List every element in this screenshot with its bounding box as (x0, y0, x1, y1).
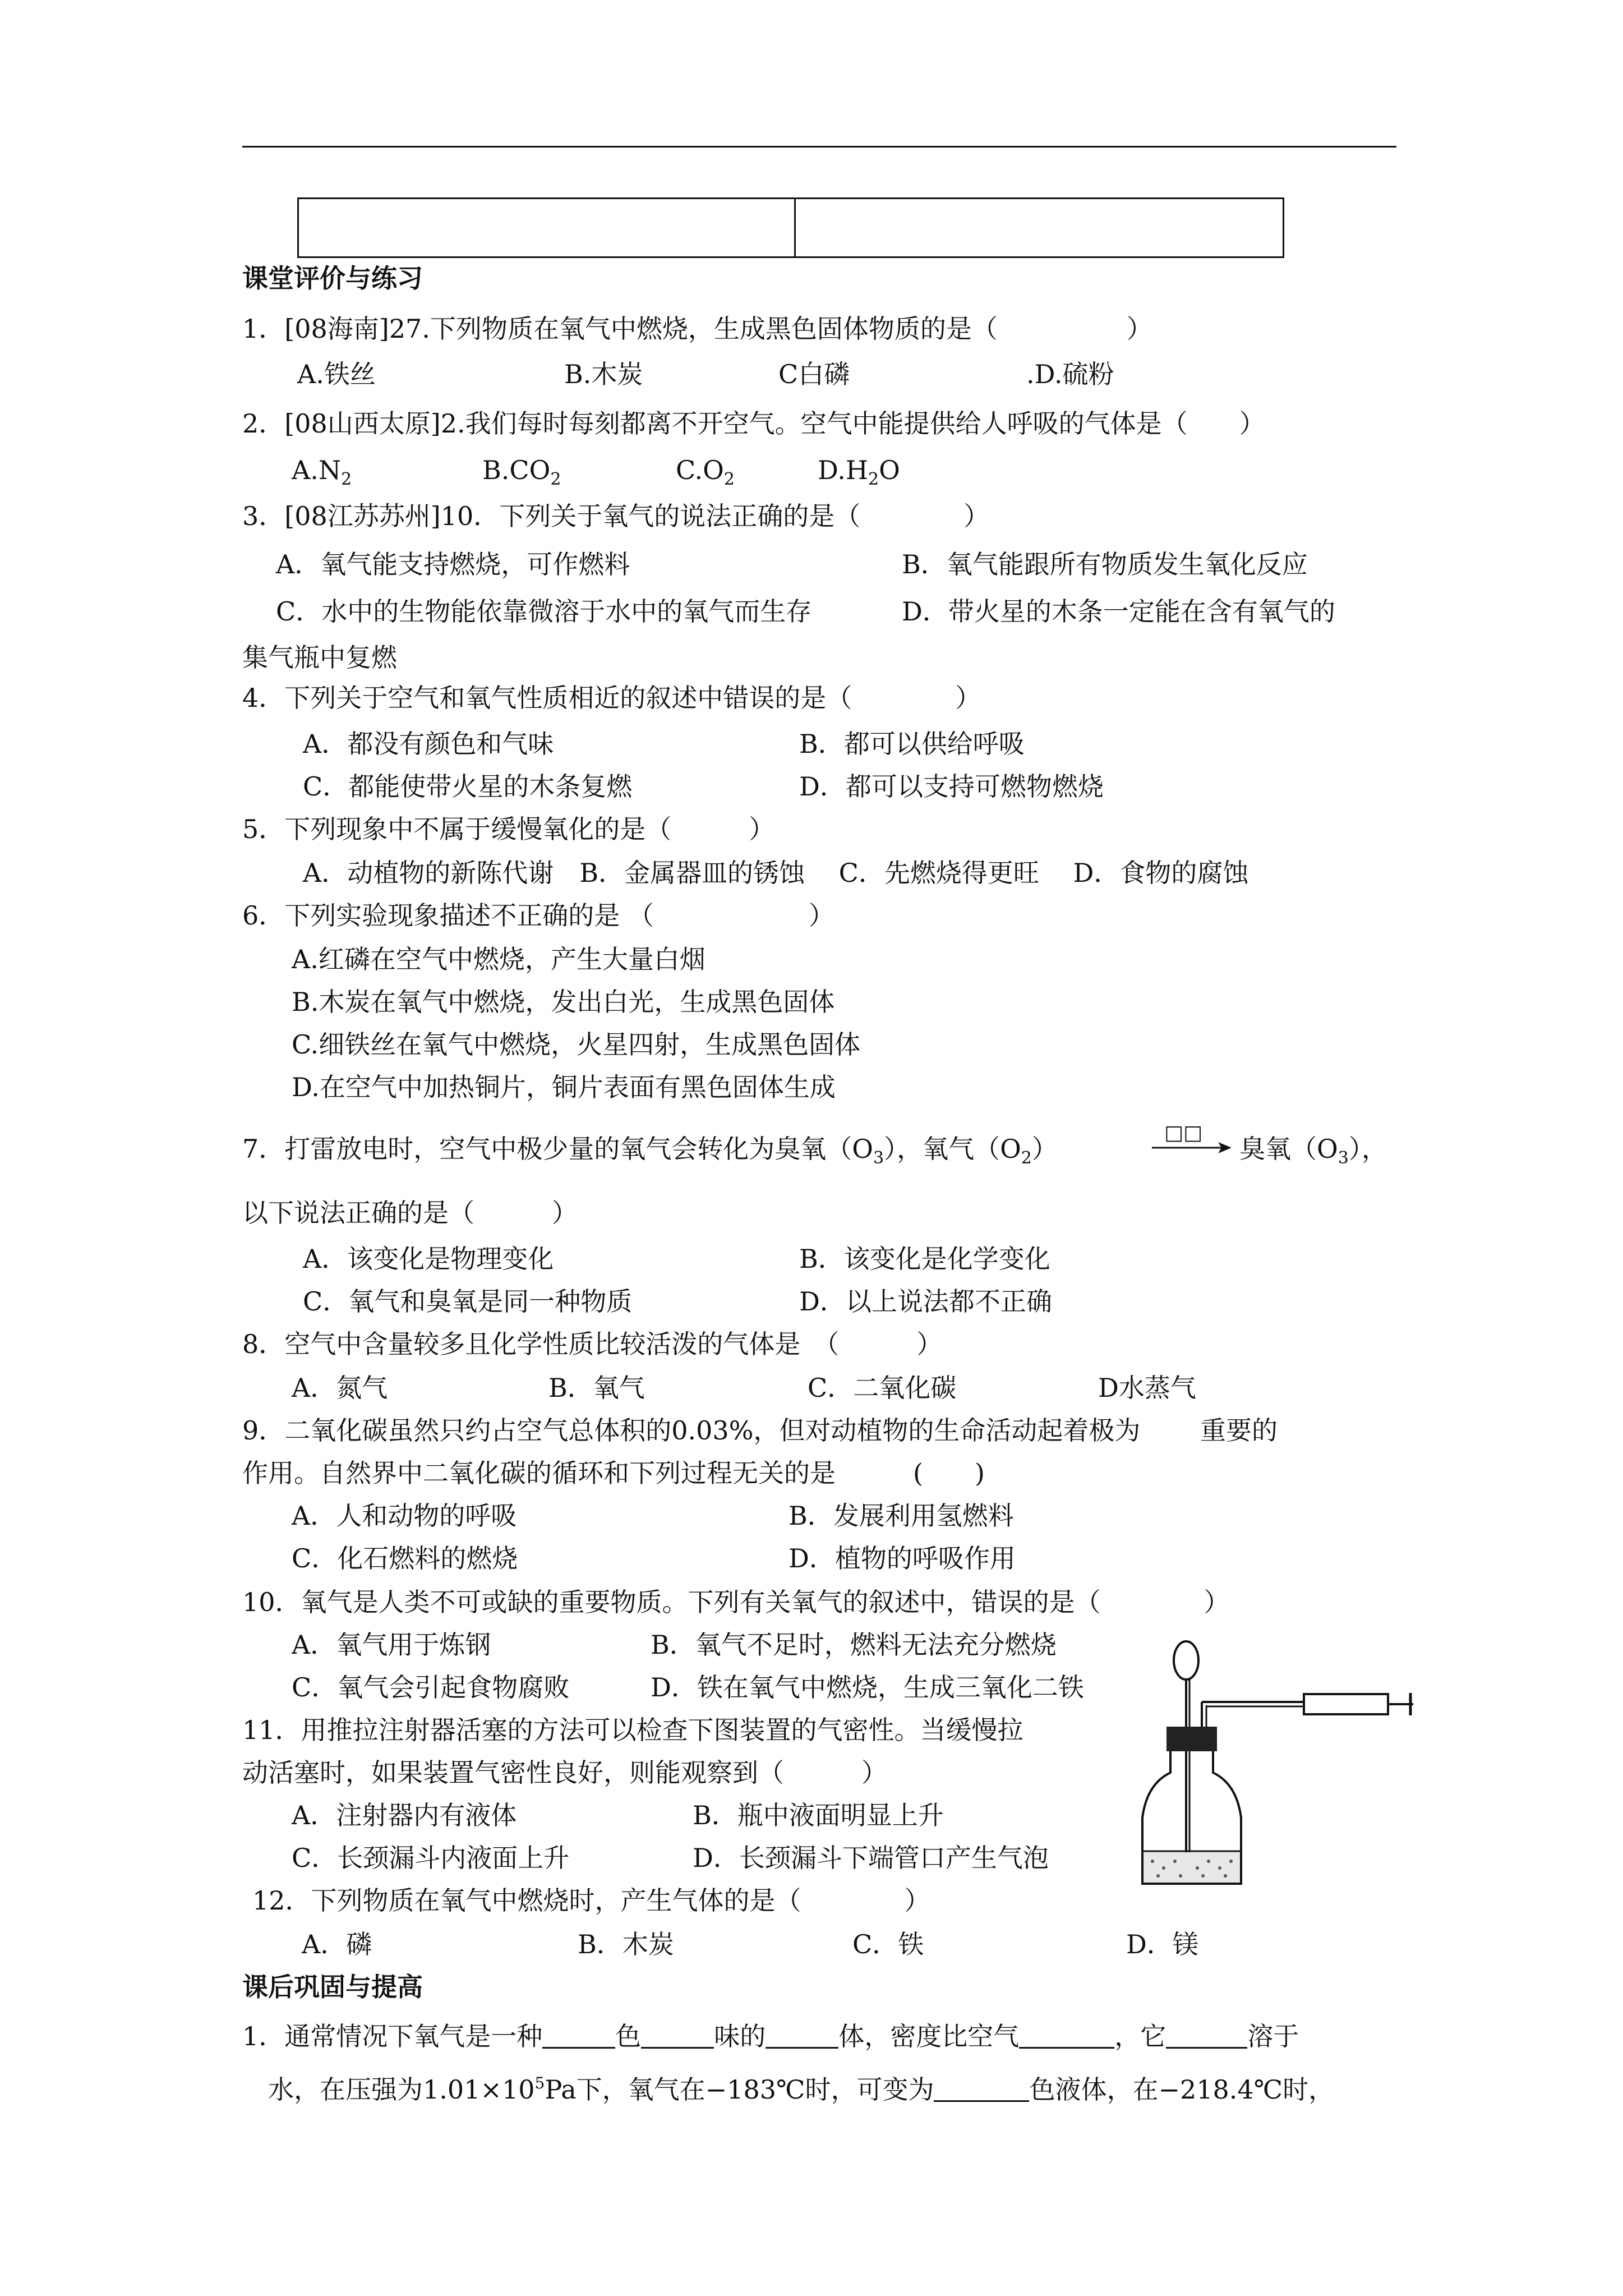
q12-option-b: B．木炭 (578, 1929, 674, 1959)
empty-table (297, 197, 1284, 258)
fill1-line1: 1．通常情况下氧气是一种 色 味的 体，密度比空气 ，它 溶于 (242, 2021, 1299, 2051)
q9-option-a: A．人和动物的呼吸 (292, 1501, 517, 1531)
q11-option-b: B．瓶中液面明显上升 (693, 1800, 944, 1830)
q3-option-b: B．氧气能跟所有物质发生氧化反应 (902, 549, 1308, 579)
header-rule (242, 146, 1396, 148)
q11-option-c: C．长颈漏斗内液面上升 (292, 1843, 570, 1873)
q1-option-a: A.铁丝 (297, 359, 376, 389)
q1-option-c: C白磷 (778, 359, 850, 389)
q8-option-c: C．二氧化碳 (808, 1373, 957, 1403)
q7-option-c: C．氧气和臭氧是同一种物质 (303, 1286, 633, 1317)
section-title-after-class: 课后巩固与提高 (242, 1972, 423, 2002)
q7-option-a: A．该变化是物理变化 (303, 1244, 554, 1274)
q2-stem: 2．[08山西太原]2.我们每时每刻都离不开空气。空气中能提供给人呼吸的气体是（ ） (242, 408, 1265, 439)
q1-option-d: .D.硫粉 (1026, 359, 1114, 389)
q9-stem-line2: 作用。自然界中二氧化碳的循环和下列过程无关的是 ( ) (242, 1458, 985, 1488)
q2-option-a: $A.N_2$ (292, 455, 352, 489)
q2-option-c: $C.O_2$ (676, 455, 735, 489)
q11-stem: 11．用推拉注射器活塞的方法可以检查下图装置的气密性。当缓慢拉 (242, 1715, 1023, 1745)
q9-stem: 9．二氧化碳虽然只约占空气总体积的0.03%，但对动植物的生命活动起着极为 重要的 (242, 1415, 1278, 1446)
q11-option-d: D．长颈漏斗下端管口产生气泡 (693, 1843, 1049, 1873)
q12-option-d: D．镁 (1126, 1929, 1198, 1959)
q11-stem-line2: 动活塞时，如果装置气密性良好，则能观察到（ ） (242, 1757, 887, 1788)
q5-stem: 5．下列现象中不属于缓慢氧化的是（ ） (242, 814, 775, 844)
q6-option-d: D.在空气中加热铜片，铜片表面有黑色固体生成 (292, 1072, 836, 1102)
q9-option-b: B．发展利用氢燃料 (789, 1501, 1014, 1531)
reaction-arrow (1150, 1121, 1234, 1160)
q3-option-d: D．带火星的木条一定能在含有氧气的 (902, 596, 1335, 627)
q10-option-d: D．铁在氧气中燃烧，生成三氧化二铁 (651, 1672, 1084, 1703)
fill1-blank-color[interactable] (542, 2022, 615, 2049)
q4-option-c: C．都能使带火星的木条复燃 (303, 771, 633, 802)
q7-stem-line2: 以下说法正确的是（ ） (242, 1198, 578, 1228)
q7-option-b: B．该变化是化学变化 (799, 1244, 1050, 1274)
q3-option-c: C．水中的生物能依靠微溶于水中的氧气而生存 (276, 596, 812, 627)
q3-stem: 3．[08江苏苏州]10．下列关于氧气的说法正确的是（ ） (242, 501, 990, 531)
fill1-blank-state[interactable] (766, 2022, 838, 2049)
fill1-blank-smell[interactable] (641, 2022, 714, 2049)
q6-option-c: C.细铁丝在氧气中燃烧，火星四射，生成黑色固体 (292, 1029, 861, 1060)
q8-option-b: B．氧气 (548, 1373, 645, 1403)
q6-stem: 6．下列实验现象描述不正确的是 （ ） (242, 900, 834, 931)
fill1-blank-solubility[interactable] (1166, 2022, 1247, 2049)
arrow-icon (1150, 1126, 1234, 1160)
q7-stem: 7．打雷放电时，空气中极少量的氧气会转化为臭氧$(O_3)$，氧气$(O_2)$ (242, 1134, 1058, 1168)
apparatus-figure (1136, 1632, 1413, 1890)
q1-stem: 1．[08海南]27.下列物质在氧气中燃烧，生成黑色固体物质的是（ ） (242, 314, 1152, 344)
q6-option-a: A.红磷在空气中燃烧，产生大量白烟 (292, 944, 706, 974)
fill1-line2: 水，在压强为$1.01\times 10^5Pa$下，氧气在−183℃时，可变为 色液体，在−218.4℃时， (268, 2074, 1335, 2105)
fill1-blank-liquid-color[interactable] (934, 2076, 1029, 2102)
q10-option-a: A．氧气用于炼钢 (292, 1630, 491, 1660)
q9-option-d: D．植物的呼吸作用 (789, 1543, 1016, 1573)
q10-stem: 10．氧气是人类不可或缺的重要物质。下列有关氧气的叙述中，错误的是（ ） (242, 1587, 1230, 1617)
q8-stem: 8．空气中含量较多且化学性质比较活泼的气体是 （ ） (242, 1329, 943, 1359)
q3-option-d-continued: 集气瓶中复燃 (242, 642, 397, 673)
q2-option-d: $D.H_2O$ (818, 455, 900, 489)
q4-option-d: D．都可以支持可燃物燃烧 (799, 771, 1104, 802)
q11-option-a: A．注射器内有液体 (292, 1800, 517, 1830)
reaction-condition-label: □□ (1164, 1121, 1203, 1144)
q9-option-c: C．化石燃料的燃烧 (292, 1543, 518, 1573)
q8-option-d: D水蒸气 (1098, 1373, 1196, 1403)
q8-option-a: A．氮气 (292, 1373, 388, 1403)
q12-option-a: A．磷 (302, 1929, 372, 1959)
q5-options: A．动植物的新陈代谢 B．金属器皿的锈蚀 C．先燃烧得更旺 D．食物的腐蚀 (303, 858, 1249, 888)
q12-stem: 12．下列物质在氧气中燃烧时，产生气体的是（ ） (252, 1885, 930, 1916)
q10-option-b: B．氧气不足时，燃料无法充分燃烧 (651, 1630, 1057, 1660)
q2-option-b: $B.CO_2$ (482, 455, 561, 489)
q4-stem: 4．下列关于空气和氧气性质相近的叙述中错误的是（ ） (242, 683, 981, 713)
fill1-blank-density[interactable] (1019, 2022, 1114, 2049)
q4-option-b: B．都可以供给呼吸 (799, 729, 1025, 759)
q1-option-b: B.木炭 (564, 359, 643, 389)
q7-option-d: D．以上说法都不正确 (799, 1286, 1052, 1317)
q12-option-c: C．铁 (852, 1929, 924, 1959)
q10-option-c: C．氧气会引起食物腐败 (292, 1672, 570, 1703)
section-title-classroom: 课堂评价与练习 (242, 263, 423, 293)
table-divider (794, 199, 796, 256)
q7-stem-end: 臭氧$(O_3)$， (1239, 1134, 1387, 1168)
q4-option-a: A．都没有颜色和气味 (303, 729, 554, 759)
q3-option-a: A．氧气能支持燃烧，可作燃料 (276, 549, 630, 579)
q6-option-b: B.木炭在氧气中燃烧，发出白光，生成黑色固体 (292, 987, 835, 1017)
